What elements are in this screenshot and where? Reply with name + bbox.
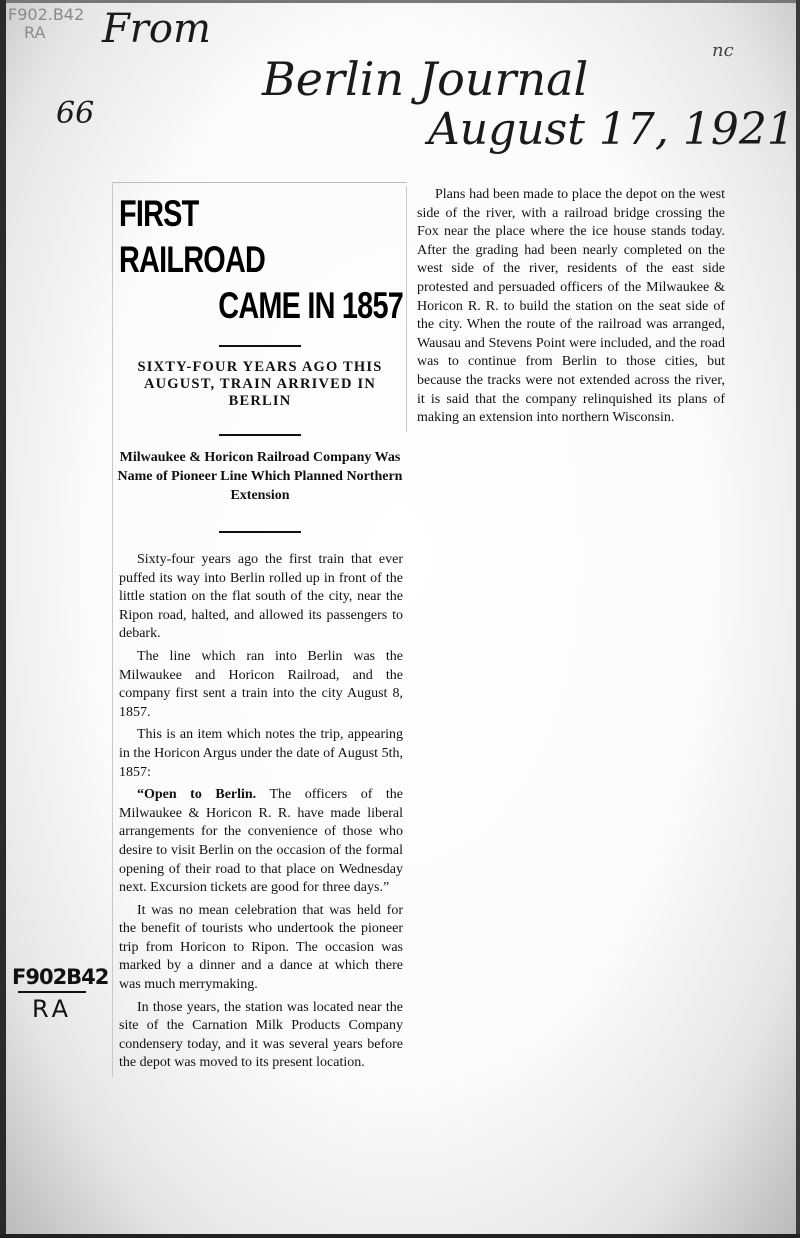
subheadline: SIXTY-FOUR YEARS AGO THIS AUGUST, TRAIN ARRIVED IN BERLIN xyxy=(137,359,383,409)
article-column-1 xyxy=(112,182,407,1077)
handwritten-page-number: 66 xyxy=(56,96,95,131)
paragraph: The line which ran into Berlin was the Milwaukee and Horicon Railroad, and the company first sent a train into the city August 8, 1857. xyxy=(119,648,403,720)
catalog-code: F902.B42 xyxy=(8,5,85,24)
headline-line-2: CAME IN 1857 xyxy=(218,285,403,326)
paragraph: Sixty-four years ago the first train that ever puffed its way into Berlin rolled up in front of the little station on the flat south of the city, near the Ripon road, halted, and allowed its passengers to debark. xyxy=(119,552,403,642)
catalog-stamp-top xyxy=(8,6,84,42)
paragraph: Plans had been made to place the depot on the west side of the river, with a railroad bridge crossing the Fox near the place where the ice house stands today. After the grading had been nearly completed on the west side of the river, residents of the east side protested and persuaded officers of the Milwaukee & Horicon R. R. to build the station on the seat side of the city. When the route of the railroad was arranged, Wausau and Stevens Point were included, and the road was to continue from Berlin to those cities, but because the tracks were not extended across the river, it is said that the company relinquished its plans of making an extension into northern Wisconsin. xyxy=(417,187,725,426)
handwritten-date: August 17, 1921 xyxy=(428,104,795,155)
scan-edge-bottom xyxy=(0,1234,800,1238)
paragraph: In those years, the station was located near the site of the Carnation Milk Products Company condensery today, and it was several years before the depot was moved to its present location. xyxy=(119,999,403,1071)
scan-edge-left xyxy=(0,0,6,1238)
divider xyxy=(18,991,86,993)
catalog-stamp-left xyxy=(12,965,109,1023)
catalog-sub: RA xyxy=(24,23,46,42)
scan-edge-right xyxy=(796,0,800,1238)
article-body xyxy=(411,186,733,432)
deck: Milwaukee & Horicon Railroad Company Was Name of Pioneer Line Which Planned Northern Extension xyxy=(117,450,403,503)
quote-lead: “Open to Berlin. xyxy=(137,787,257,803)
headline-box xyxy=(113,182,407,333)
quote-paragraph xyxy=(113,786,407,902)
paragraph: It was no mean celebration that was held for the benefit of tourists who undertook the pioneer trip from Horicon to Ripon. The occasion was marked by a dinner and a dance at which there was much merrymaking. xyxy=(119,902,403,993)
handwritten-corner-mark: nc xyxy=(712,40,734,61)
divider xyxy=(219,345,301,347)
quote-text: The officers of the Milwaukee & Horicon R. R. have made liberal arrangements for the convenience of those who desire to visit Berlin on the occasion of the formal opening of their road to that place on Wednesday next. Excursion tickets are good for three days.” xyxy=(119,787,403,896)
paragraph: This is an item which notes the trip, appearing in the Horicon Argus under the date of August 5th, 1857: xyxy=(119,727,403,780)
scan-edge-top xyxy=(0,0,800,3)
article-column-2 xyxy=(406,186,733,432)
handwritten-from: From xyxy=(102,6,211,52)
divider xyxy=(219,434,301,436)
headline-line-1: FIRST RAILROAD xyxy=(119,193,266,280)
article-body xyxy=(113,551,407,1077)
handwritten-source: Berlin Journal xyxy=(262,52,589,106)
catalog-code: F902B42 xyxy=(12,965,109,989)
divider xyxy=(219,531,301,533)
catalog-sub: RA xyxy=(31,995,73,1023)
